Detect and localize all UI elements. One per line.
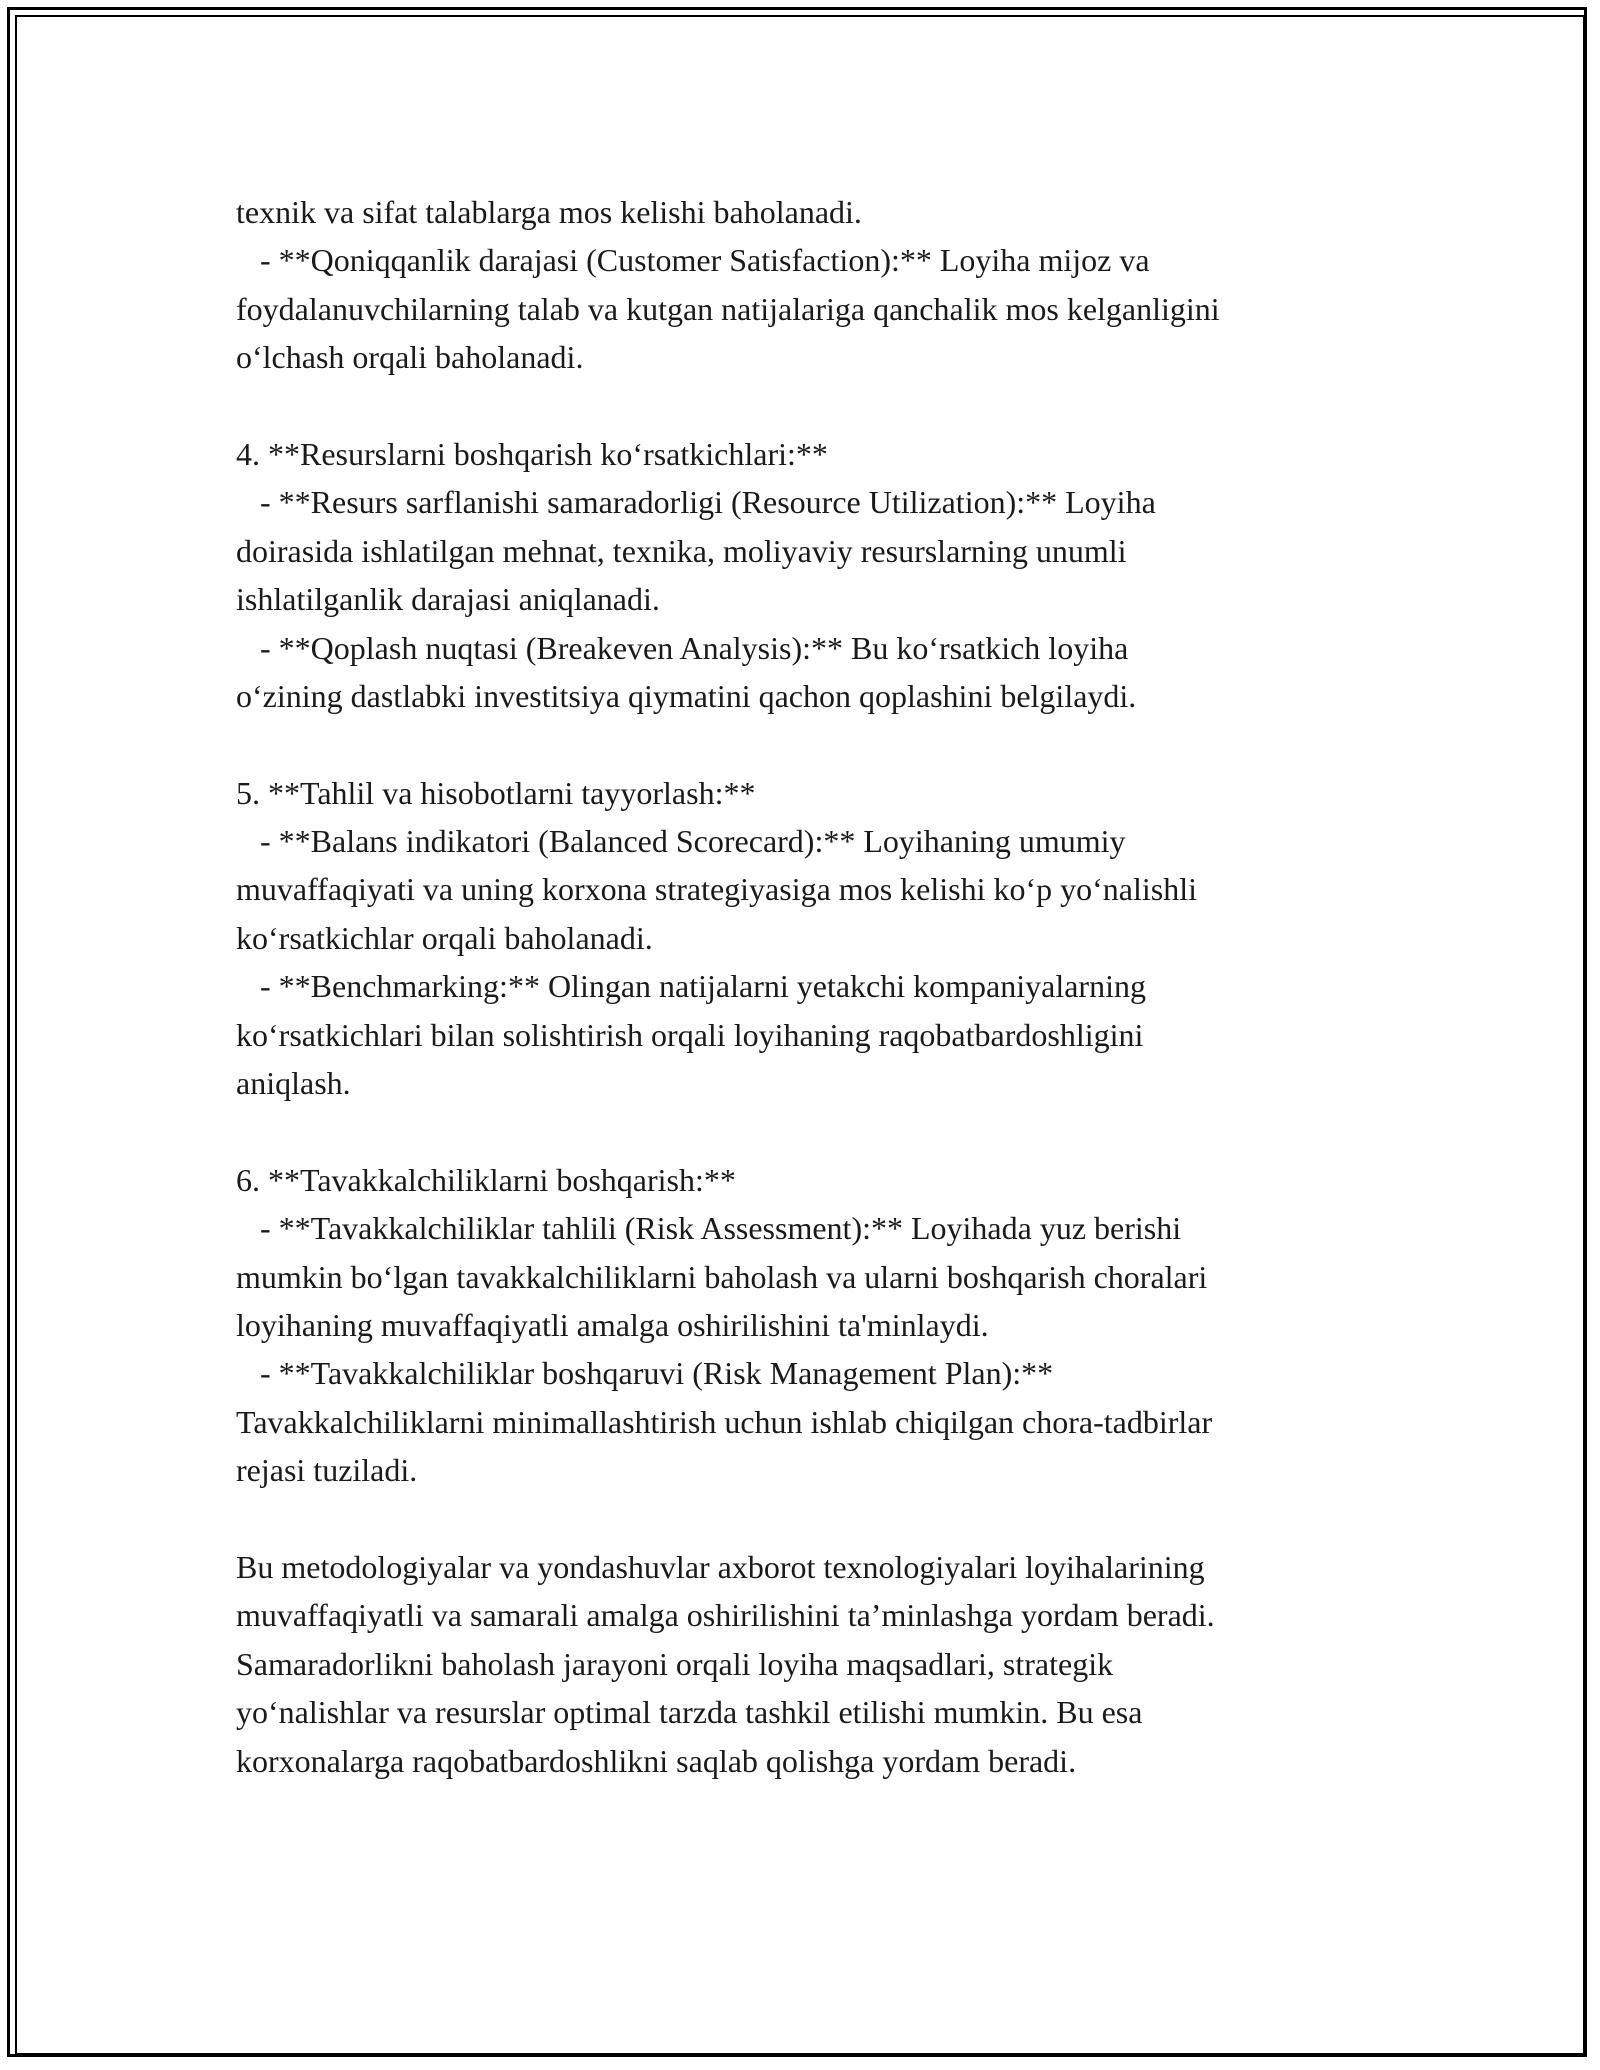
text-line: - **Balans indikatori (Balanced Scorecard):** Loyihaning umumiy (236, 823, 1126, 860)
text-line: - **Resurs sarflanishi samaradorligi (Resource Utilization):** Loyiha (236, 484, 1156, 521)
document-body (236, 188, 1386, 1785)
text-line: o‘lchash orqali baholanadi. (236, 339, 584, 376)
text-line: loyihaning muvaffaqiyatli amalga oshirilishini ta'minlaydi. (236, 1306, 989, 1343)
text-line: Samaradorlikni baholash jarayoni orqali loyiha maqsadlari, strategik (236, 1645, 1114, 1682)
text-line: ko‘rsatkichlari bilan solishtirish orqali loyihaning raqobatbardoshligini (236, 1016, 1144, 1053)
text-line: Tavakkalchiliklarni minimallashtirish uchun ishlab chiqilgan chora-tadbirlar (236, 1403, 1213, 1440)
text-line: aniqlash. (236, 1065, 351, 1102)
blank-line (236, 382, 1386, 430)
text-line: - **Tavakkalchiliklar boshqaruvi (Risk Management Plan):** (236, 1355, 1054, 1392)
text-line: 6. **Tavakkalchiliklarni boshqarish:** (236, 1161, 736, 1198)
text-line: ishlatilganlik darajasi aniqlanadi. (236, 581, 660, 618)
text-line: muvaffaqiyatli va samarali amalga oshirilishini ta’minlashga yordam beradi. (236, 1597, 1215, 1634)
text-line: - **Benchmarking:** Olingan natijalarni yetakchi kompaniyalarning (236, 968, 1146, 1005)
text-line: - **Tavakkalchiliklar tahlili (Risk Assessment):** Loyihada yuz berishi (236, 1210, 1182, 1247)
text-line: texnik va sifat talablarga mos kelishi baholanadi. (236, 194, 862, 230)
text-line: 5. **Tahlil va hisobotlarni tayyorlash:** (236, 774, 756, 811)
text-line: - **Qoplash nuqtasi (Breakeven Analysis):** Bu ko‘rsatkich loyiha (236, 629, 1129, 666)
text-line: Bu metodologiyalar va yondashuvlar axborot texnologiyalari loyihalarining (236, 1548, 1205, 1585)
text-line: 4. **Resurslarni boshqarish ko‘rsatkichlari:** (236, 435, 828, 472)
blank-line (236, 720, 1386, 768)
text-line: - **Qoniqqanlik darajasi (Customer Satisfaction):** Loyiha mijoz va (236, 242, 1150, 279)
text-line: yo‘nalishlar va resurslar optimal tarzda tashkil etilishi mumkin. Bu esa (236, 1694, 1143, 1731)
text-line: mumkin bo‘lgan tavakkalchiliklarni baholash va ularni boshqarish choralari (236, 1258, 1208, 1295)
text-line: doirasida ishlatilgan mehnat, texnika, moliyaviy resurslarning unumli (236, 532, 1127, 569)
text-line: korxonalarga raqobatbardoshlikni saqlab qolishga yordam beradi. (236, 1742, 1077, 1779)
text-line: ko‘rsatkichlar orqali baholanadi. (236, 919, 653, 956)
text-line: muvaffaqiyati va uning korxona strategiyasiga mos kelishi ko‘p yo‘nalishli (236, 871, 1197, 908)
text-line: foydalanuvchilarning talab va kutgan natijalariga qanchalik mos kelganligini (236, 290, 1220, 327)
blank-line (236, 1107, 1386, 1155)
text-line: rejasi tuziladi. (236, 1452, 418, 1489)
blank-line (236, 1495, 1386, 1543)
text-line: o‘zining dastlabki investitsiya qiymatini qachon qoplashini belgilaydi. (236, 677, 1137, 714)
